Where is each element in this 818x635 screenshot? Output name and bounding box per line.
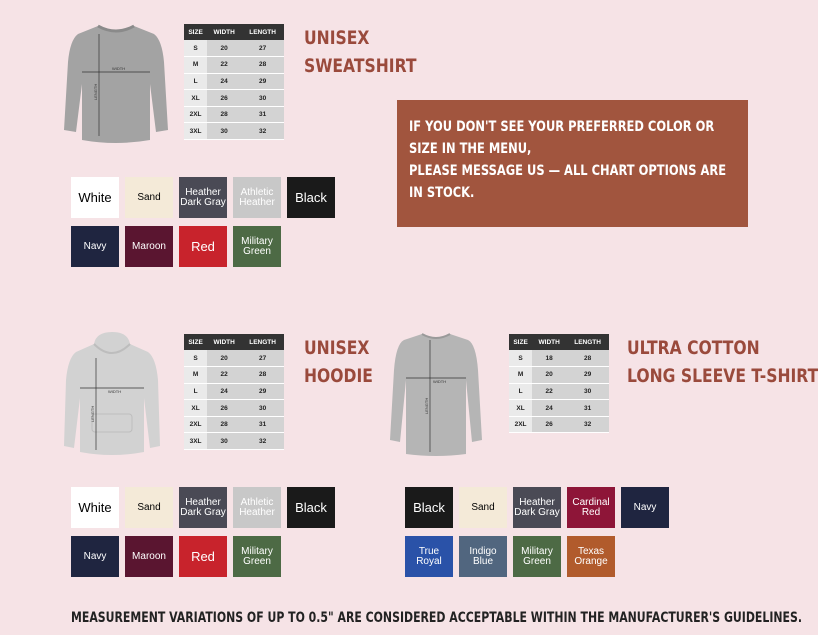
table-cell: 3XL	[184, 123, 207, 140]
table-cell: 30	[566, 383, 609, 400]
table-cell: 30	[207, 123, 241, 140]
table-cell: M	[509, 367, 532, 384]
table-cell: 28	[207, 106, 241, 123]
color-swatch-heather-dark-gray[interactable]	[179, 487, 227, 528]
table-cell: 22	[207, 367, 241, 384]
table-row	[184, 350, 284, 367]
color-swatch-label: True Royal	[416, 545, 442, 567]
color-swatch-label: Sand	[471, 501, 495, 513]
table-row	[184, 106, 284, 123]
table-cell: 26	[532, 416, 566, 433]
color-swatch-navy[interactable]	[71, 536, 119, 577]
color-swatch-cardinal-red[interactable]	[567, 487, 615, 528]
table-cell: 28	[241, 367, 284, 384]
table-cell: 20	[207, 350, 241, 367]
info-message	[397, 100, 748, 227]
product-title-line1: UNISEX	[304, 337, 370, 359]
table-cell: S	[184, 350, 207, 367]
color-swatch-military-green[interactable]	[513, 536, 561, 577]
color-swatch-label: Black	[413, 499, 445, 515]
color-swatch-athletic-heather[interactable]	[233, 177, 281, 218]
color-swatch-label: Heather Dark Gray	[180, 496, 226, 518]
color-swatch-military-green[interactable]	[233, 536, 281, 577]
table-row	[509, 383, 609, 400]
color-swatch-black[interactable]	[405, 487, 453, 528]
color-swatch-label: Navy	[83, 550, 107, 562]
table-row	[184, 383, 284, 400]
product-title-line1: ULTRA COTTON	[627, 337, 760, 359]
table-cell: XL	[509, 400, 532, 417]
info-message-line1: IF YOU DON'T SEE YOUR PREFERRED COLOR OR SIZE IN THE MENU,	[409, 119, 715, 157]
table-header-row	[184, 334, 284, 350]
table-header-cell: LENGTH	[241, 334, 284, 350]
table-cell: L	[184, 73, 207, 90]
color-swatch-label: Red	[191, 548, 215, 564]
table-cell: 31	[241, 416, 284, 433]
table-cell: 22	[207, 57, 241, 74]
color-swatch-label: Sand	[137, 191, 161, 203]
table-row	[184, 367, 284, 384]
color-swatch-label: White	[78, 189, 112, 205]
color-swatch-label: Black	[295, 189, 327, 205]
color-swatch-heather-dark-gray[interactable]	[513, 487, 561, 528]
table-cell: L	[184, 383, 207, 400]
sweatshirt-body	[64, 26, 168, 143]
table-cell: 24	[532, 400, 566, 417]
table-row	[509, 367, 609, 384]
width-label: WIDTH	[112, 66, 126, 71]
table-header-cell: LENGTH	[241, 24, 284, 40]
table-cell: 31	[241, 106, 284, 123]
table-cell: S	[509, 350, 532, 367]
table-header-cell: SIZE	[184, 334, 207, 350]
hoodie-image	[62, 330, 162, 458]
table-row	[184, 433, 284, 450]
color-swatch-sand[interactable]	[125, 177, 173, 218]
table-cell: 26	[207, 400, 241, 417]
color-swatch-label: Heather Dark Gray	[514, 496, 560, 518]
sweatshirt-image	[62, 22, 170, 146]
product-title	[627, 334, 818, 390]
color-swatch-label: Maroon	[132, 550, 166, 562]
color-swatch-true-royal[interactable]	[405, 536, 453, 577]
color-swatch-red[interactable]	[179, 536, 227, 577]
table-cell: 2XL	[509, 416, 532, 433]
table-cell: XL	[184, 90, 207, 107]
color-swatch-heather-dark-gray[interactable]	[179, 177, 227, 218]
color-swatch-black[interactable]	[287, 487, 335, 528]
color-swatch-label: Red	[191, 238, 215, 254]
longsleeve-body	[390, 334, 482, 456]
table-row	[509, 400, 609, 417]
color-swatch-texas-orange[interactable]	[567, 536, 615, 577]
color-swatch-label: Athletic Heather	[239, 186, 275, 208]
color-swatch-label: Military Green	[241, 235, 273, 257]
color-swatch-black[interactable]	[287, 177, 335, 218]
table-cell: 32	[566, 416, 609, 433]
size-table	[509, 334, 609, 433]
table-cell: L	[509, 383, 532, 400]
table-row	[184, 40, 284, 57]
color-swatch-label: Cardinal Red	[572, 496, 610, 518]
table-cell: 29	[241, 383, 284, 400]
info-message-line2: PLEASE MESSAGE US — ALL CHART OPTIONS ARE IN STOCK.	[409, 163, 727, 201]
table-cell: 20	[532, 367, 566, 384]
table-header-cell: SIZE	[184, 24, 207, 40]
table-cell: 24	[207, 73, 241, 90]
table-cell: 24	[207, 383, 241, 400]
color-swatch-red[interactable]	[179, 226, 227, 267]
table-cell: 30	[241, 90, 284, 107]
color-swatch-label: White	[78, 499, 112, 515]
table-cell: 20	[207, 40, 241, 57]
color-swatch-label: Athletic Heather	[239, 496, 275, 518]
table-cell: 32	[241, 433, 284, 450]
table-header-cell: LENGTH	[566, 334, 609, 350]
table-row	[509, 350, 609, 367]
table-header-cell: WIDTH	[532, 334, 566, 350]
table-header-cell: WIDTH	[207, 334, 241, 350]
color-swatch-label: Texas Orange	[574, 545, 608, 567]
table-cell: 26	[207, 90, 241, 107]
table-row	[509, 416, 609, 433]
color-swatch-white[interactable]	[71, 487, 119, 528]
table-cell: 29	[241, 73, 284, 90]
color-swatch-navy[interactable]	[621, 487, 669, 528]
product-title	[304, 24, 417, 80]
size-table	[184, 334, 284, 450]
table-row	[184, 123, 284, 140]
longsleeve-image	[388, 330, 484, 458]
table-row	[184, 73, 284, 90]
color-swatch-label: Navy	[83, 240, 107, 252]
width-label: WIDTH	[108, 389, 122, 394]
color-swatch-navy[interactable]	[71, 226, 119, 267]
length-label: LENGTH	[93, 83, 98, 100]
table-cell: 3XL	[184, 433, 207, 450]
color-swatch-label: Black	[295, 499, 327, 515]
table-cell: M	[184, 367, 207, 384]
table-cell: 30	[241, 400, 284, 417]
table-header-cell: WIDTH	[207, 24, 241, 40]
table-header-row	[184, 24, 284, 40]
width-label: WIDTH	[433, 379, 447, 384]
table-header-cell: SIZE	[509, 334, 532, 350]
color-swatch-maroon[interactable]	[125, 536, 173, 577]
color-swatch-military-green[interactable]	[233, 226, 281, 267]
product-title-line1: UNISEX	[304, 27, 370, 49]
table-cell: 27	[241, 350, 284, 367]
color-swatch-label: Maroon	[132, 240, 166, 252]
product-title-line2: SWEATSHIRT	[304, 55, 417, 77]
table-cell: 2XL	[184, 106, 207, 123]
color-swatch-white[interactable]	[71, 177, 119, 218]
footer-note: MEASUREMENT VARIATIONS OF UP TO 0.5" ARE CONSIDERED ACCEPTABLE WITHIN THE MANUFACTURER'S GUIDELINES.	[71, 610, 803, 626]
color-swatch-label: Heather Dark Gray	[180, 186, 226, 208]
table-cell: 22	[532, 383, 566, 400]
table-row	[184, 90, 284, 107]
table-row	[184, 400, 284, 417]
size-table	[184, 24, 284, 140]
color-swatch-label: Military Green	[521, 545, 553, 567]
color-swatch-label: Sand	[137, 501, 161, 513]
table-cell: 30	[207, 433, 241, 450]
color-swatch-label: Military Green	[241, 545, 273, 567]
length-label: LENGTH	[424, 397, 429, 414]
color-swatch-maroon[interactable]	[125, 226, 173, 267]
product-title-line2: LONG SLEEVE T-SHIRT	[627, 365, 818, 387]
table-cell: S	[184, 40, 207, 57]
table-cell: 29	[566, 367, 609, 384]
table-cell: M	[184, 57, 207, 74]
product-title	[304, 334, 373, 390]
color-swatch-label: Navy	[633, 501, 657, 513]
table-cell: 28	[207, 416, 241, 433]
color-swatch-indigo-blue[interactable]	[459, 536, 507, 577]
table-cell: XL	[184, 400, 207, 417]
table-cell: 18	[532, 350, 566, 367]
product-title-line2: HOODIE	[304, 365, 373, 387]
table-cell: 31	[566, 400, 609, 417]
table-row	[184, 57, 284, 74]
color-swatch-athletic-heather[interactable]	[233, 487, 281, 528]
table-cell: 32	[241, 123, 284, 140]
table-header-row	[509, 334, 609, 350]
color-swatch-label: Indigo Blue	[469, 545, 497, 567]
table-row	[184, 416, 284, 433]
length-label: LENGTH	[90, 405, 95, 422]
color-swatch-sand[interactable]	[459, 487, 507, 528]
table-cell: 27	[241, 40, 284, 57]
color-swatch-sand[interactable]	[125, 487, 173, 528]
table-cell: 28	[566, 350, 609, 367]
table-cell: 2XL	[184, 416, 207, 433]
table-cell: 28	[241, 57, 284, 74]
